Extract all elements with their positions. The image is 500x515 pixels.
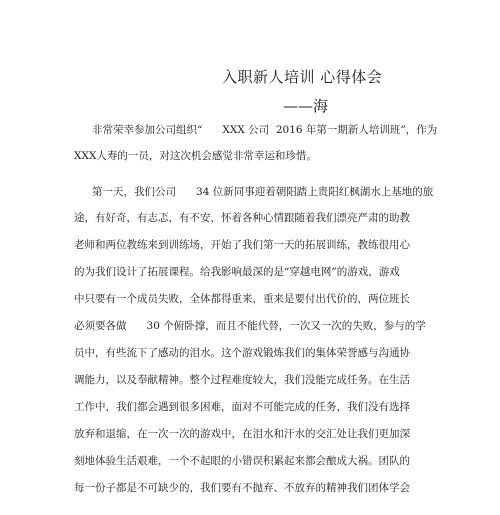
paragraph-2-line-1: 第一天，我们公司 34 位新同事迎着朝阳踏上贵阳红枫湖水上基地的旅 xyxy=(92,186,434,198)
paragraph-2-line-6: 必须要各做 30 个俯卧撑，而且不能代替，一次又一次的失败，参与的学 xyxy=(74,320,426,332)
paragraph-2-line-4: 的为我们设计了拓展课程。给我影响最深的是“穿越电网”的游戏，游戏 xyxy=(74,266,400,278)
paragraph-2-line-10: 放弃和退缩，在一次一次的游戏中，在泪水和汗水的交汇处让我们更加深 xyxy=(74,428,410,440)
paragraph-2-line-5: 中只要有一个成员失败，全体都得重来，重来是要付出代价的，两位班长 xyxy=(74,293,410,305)
paragraph-1-line-2: XXX人寿的一员，对这次机会感觉非常幸运和珍惜。 xyxy=(74,150,317,162)
document-author: ——海 xyxy=(283,97,329,115)
paragraph-2-line-3: 老师和两位教练来到训练场，开始了我们第一天的拓展训练，教练很用心 xyxy=(74,239,410,251)
paragraph-2-line-7: 员中，有些流下了感动的泪水。这个游戏锻炼我们的集体荣誉感与沟通协 xyxy=(74,347,410,359)
paragraph-2-line-11: 刻地体验生活艰难，一个不起眼的小错误积累起来都会酿成大祸。团队的 xyxy=(74,455,410,467)
paragraph-2-line-9: 工作中，我们都会遇到很多困难，面对不可能完成的任务，我们没有选择 xyxy=(74,401,410,413)
document-title: 入职新人培训 心得体会 xyxy=(222,68,383,86)
paragraph-2-line-12: 每一份子都是不可缺少的，我们要有不抛弃、不放弃的精神我们团体学会 xyxy=(74,482,410,494)
paragraph-2-line-2: 途，有好奇，有志忑，有不安，怀着各种心情跟随着我们漂亮严肃的助教 xyxy=(74,212,410,224)
paragraph-1-line-1: 非常荣幸参加公司组织“ XXX 公司 2016 年第一期新人培训班”，作为 xyxy=(92,124,438,136)
paragraph-2-line-8: 调能力，以及奉献精神。整个过程难度较大，我们没能完成任务。在生活 xyxy=(74,374,410,386)
